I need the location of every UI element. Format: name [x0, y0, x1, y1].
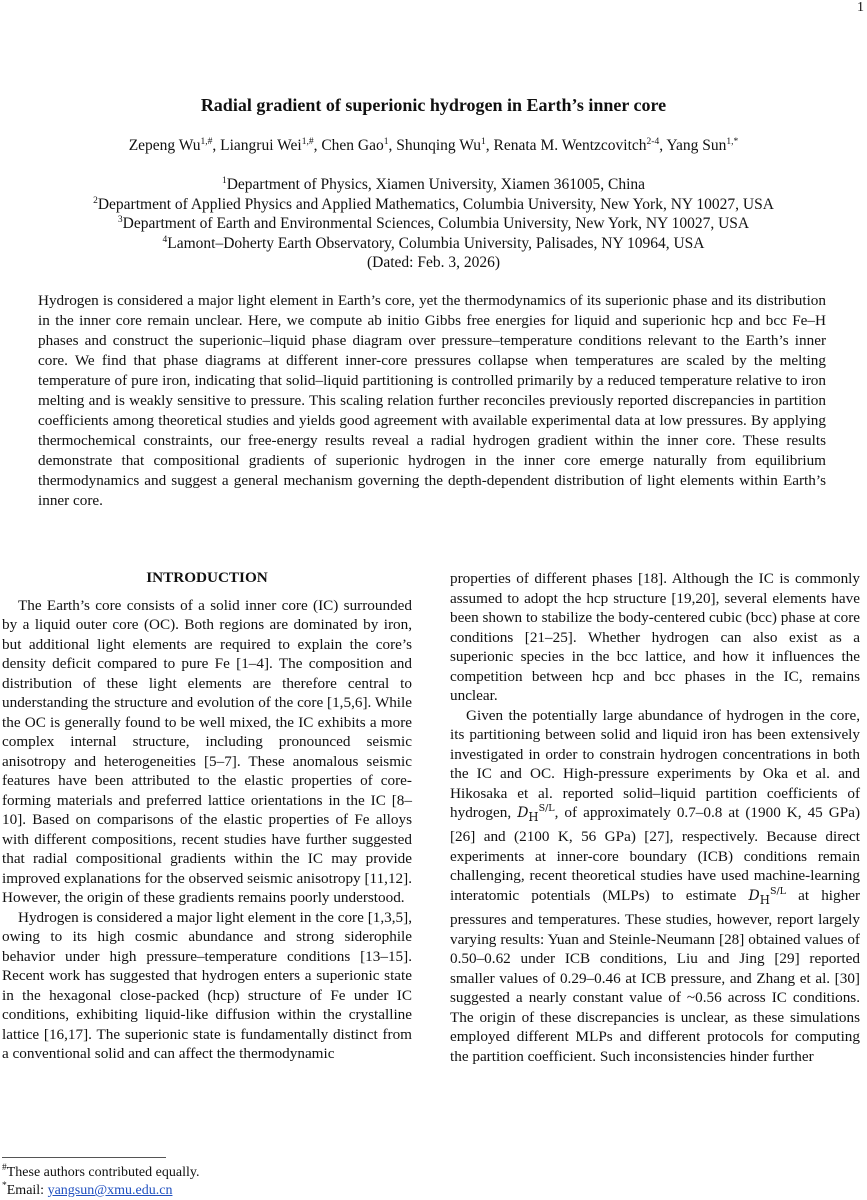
- affiliation: $^4$Lamont–Doherty Earth Observatory, Columbia University, Palisades, NY 10964, USA: [162, 234, 705, 252]
- paper-title: Radial gradient of superionic hydrogen in Earth’s inner core: [200, 95, 667, 115]
- paragraph: Hydrogen is considered a major light element in the core [1,3,5], owing to its high cosmic abundance and strong siderophile behavior under high pressure–temperature conditions [13–15]. Recent work has suggested that hydrogen enters a superionic state in the hexagonal close-packed (hcp) structure of Fe under IC conditions, exhibiting liquid-like diffusion within the crystalline lattice [16,17]. The superionic state is fundamentally distinct from a conventional solid and can affect the thermodynamic: [2, 908, 412, 1062]
- affiliation: $^1$Department of Physics, Xiamen University, Xiamen 361005, China: [221, 176, 646, 193]
- dated-line: (Dated: Feb. 3, 2026): [366, 254, 500, 272]
- abstract: Hydrogen is considered a major light element in Earth’s core, yet the thermodynamics of its superionic phase and its distribution in the inner core remain unclear. Here, we compute ab initio Gibbs free energies for liquid and superionic hcp and bcc Fe–H phases and construct the superionic–liquid phase diagram over pressure–temperature conditions relevant to the Earth’s inner core. We find that phase diagrams at different inner-core pressures collapse when temperatures are scaled by the melting temperature of pure iron, indicating that solid–liquid partitioning is controlled primarily by a reduced temperature relative to iron melting and is weakly sensitive to pressure. This scaling relation further reconciles previously reported discrepancies in partition coefficients among theoretical studies and yields good agreement with available experimental data at low pressures. By applying thermochemical constraints, our free-energy results reveal a radial hydrogen gradient within the inner core. These results demonstrate that compositional gradients of superionic hydrogen in the inner core emerge naturally from equilibrium thermodynamics and suggest a general mechanism governing the depth-dependent distribution of light elements within Earth’s inner core.: [38, 292, 826, 509]
- footnote-divider: [2, 1157, 166, 1158]
- author: Chen Gao$^1$,: [321, 137, 397, 154]
- left-column: [2, 568, 412, 1064]
- author: Yang Sun$^{1,*}$: [666, 137, 739, 154]
- paragraph: properties of different phases [18]. Although the IC is commonly assumed to adopt the hcp structure [19,20], several elements have been shown to stabilize the body-centered cubic (bcc) phase at core conditions [21–25]. Whether hydrogen can also exist as a superionic species in the bcc lattice, and how it influences the competition between hcp and bcc phases in the IC, remains unclear.: [450, 570, 860, 704]
- page-number: 1: [857, 0, 864, 15]
- partition-coefficient-symbol: $D_H^{S/L}$: [748, 885, 786, 907]
- affiliation: $^3$Department of Earth and Environmental Sciences, Columbia University, New York, NY 10027, USA: [117, 215, 750, 233]
- right-column: [450, 569, 860, 1066]
- footnote-equal-contribution: #These authors contributed equally.: [2, 1163, 200, 1180]
- author-list: [0, 137, 867, 155]
- email-link[interactable]: yangsun@xmu.edu.cn: [47, 1183, 173, 1198]
- paragraph: Given the potentially large abundance of hydrogen in the core, its partitioning between solid and liquid iron has been extensively investigated in order to constrain hydrogen concentrations in both the IC and OC. High-pressure experiments by Oka et al. and Hikosaka et al. reported solid–liquid partition coefficients of hydrogen, $D_H^{S/L}$, of approximately 0.7–0.8 at (1900 K, 45 GPa) [26] and (2100 K, 56 GPa) [27], respectively. Because direct experiments at inner-core boundary (ICB) conditions remain challenging, recent theoretical studies have used machine-learning interatomic potentials (MLPs) to estimate $D_H^{S/L}$ at higher pressures and temperatures. These studies, however, report largely varying results: Yuan and Steinle-Neumann [28] obtained values of 0.50–0.62 under ICB conditions, Liu and Jing [29] reported smaller values of 0.29–0.46 at ICB pressure, and Zhang et al. [30] suggested a nearly constant value of ~0.56 across IC conditions. The origin of these discrepancies is unclear, as these simulations employed different MLPs and different protocols for computing the partition coefficient. Such inconsistencies hinder further: [450, 706, 861, 1065]
- partition-coefficient-symbol: $D_H^{S/L}$: [517, 803, 555, 824]
- affiliation: $^2$Department of Applied Physics and Applied Mathematics, Columbia University, New York, NY 10027, USA: [93, 195, 774, 213]
- paragraph: The Earth’s core consists of a solid inner core (IC) surrounded by a liquid outer core (OC). Both regions are dominated by iron, but additional light elements are required to explain the core’s density deficit compared to pure Fe [1–4]. The composition and distribution of these light elements are therefore central to understanding the structure and evolution of the core [1,5,6]. While the OC is generally found to be well mixed, the IC exhibits a more complex internal structure, including pronounced seismic anisotropy and heterogeneities [5–7]. These anomalous seismic features have been attributed to the elastic properties of core-forming materials and preferred lattice orientations in the IC [8–10]. Based on comparisons of the elastic properties of Fe alloys with different compositions, recent studies have further suggested that radial compositional gradients within the IC may provide improved explanations for the observed seismic anisotropy [11,12]. However, the origin of these gradients remains poorly understood.: [2, 596, 412, 906]
- author: Shunqing Wu$^1$,: [396, 137, 494, 154]
- author: Renata M. Wentzcovitch$^{2-4}$,: [493, 137, 667, 154]
- section-heading: INTRODUCTION: [146, 569, 268, 586]
- author: Liangrui Wei$^{1,\#}$,: [220, 137, 322, 154]
- footnote-email: *Email: yangsun@xmu.edu.cn: [2, 1181, 173, 1198]
- author: Zepeng $Wu^{1,\#}$,: [128, 137, 221, 154]
- footnotes: [2, 1164, 199, 1200]
- affiliations: [0, 175, 867, 273]
